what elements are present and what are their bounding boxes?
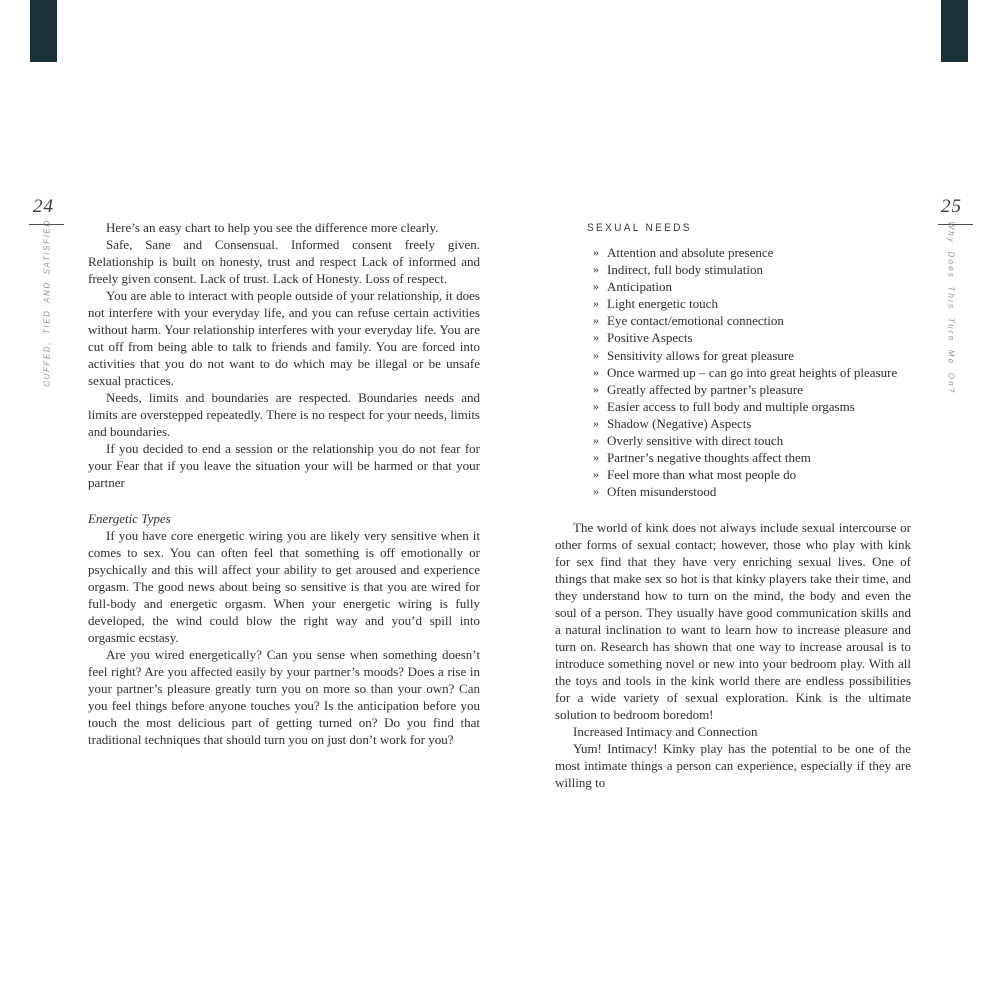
bullet-label: Positive Aspects xyxy=(607,330,693,346)
paragraph: If you have core energetic wiring you are likely very sensitive when it comes to sex. You can often feel that something is off emotionally or psychically and this will affect your ability to get aroused and experience orgasm. The good news about being so sensitive is that you are wired for full-body and energetic orgasm. When your energetic wiring is fully developed, the wind could blow the right way and you’d spill into orgasmic ecstasy. xyxy=(88,528,480,645)
paragraph: Needs, limits and boundaries are respected. Boundaries needs and limits are overstepped repeatedly. There is no respect for your needs, limits and boundaries. xyxy=(88,390,480,439)
bullet-item xyxy=(555,296,955,313)
bullet-label: Partner’s negative thoughts affect them xyxy=(607,450,811,466)
bullet-marker-icon: » xyxy=(593,484,599,499)
bullet-label: Often misunderstood xyxy=(607,484,717,500)
right-page-body xyxy=(555,519,911,791)
bullet-item xyxy=(555,365,955,382)
sidebar-chapter-title: Why Does This Turn Me On? xyxy=(946,221,956,395)
bullet-item xyxy=(555,313,955,330)
paragraph: Yum! Intimacy! Kinky play has the potential to be one of the most intimate things a person can experience, especially if they are willing to xyxy=(555,741,911,790)
bullet-item xyxy=(555,330,955,347)
bullet-label: Eye contact/emotional connection xyxy=(607,313,784,329)
sidebar-book-title: CUFFED, TIED AND SATISFIED xyxy=(42,219,52,387)
bullet-item xyxy=(555,262,955,279)
paragraph: The world of kink does not always include sexual intercourse or other forms of sexual contact; however, those who play with kink for sex find that they have very enriching sexual lives. One of things that make sex so hot is that kinky players take their time, and they understand how to turn on the mind, the body and even the soul of a person. They usually have good communication skills and a natural inclination to want to learn how to increase pleasure and turn on. Research has shown that one way to increase arousal is to introduce something novel or new into your bedroom play. With all the toys and tools in the kink world there are endless possibilities for a wide variety of sexual exploration. Kink is the ultimate solution to bedroom boredom! xyxy=(555,520,911,722)
bullet-label: Shadow (Negative) Aspects xyxy=(607,415,752,431)
bullet-item xyxy=(555,382,955,399)
bullet-item xyxy=(555,399,955,416)
bullet-item xyxy=(555,484,955,501)
section-header-sexual-needs: SEXUAL NEEDS xyxy=(587,222,692,234)
bullet-marker-icon: » xyxy=(593,347,599,362)
bullet-marker-icon: » xyxy=(593,415,599,430)
bullet-marker-icon: » xyxy=(593,398,599,413)
bullet-label: Easier access to full body and multiple orgasms xyxy=(607,398,855,414)
bullet-marker-icon: » xyxy=(593,279,599,294)
sexual-needs-bullet-list xyxy=(555,245,955,501)
bullet-label: Sensitivity allows for great pleasure xyxy=(607,347,795,363)
chapter-tab-left xyxy=(30,0,57,62)
bullet-marker-icon: » xyxy=(593,467,599,482)
bullet-label: Feel more than what most people do xyxy=(607,467,797,483)
paragraph: Safe, Sane and Consensual. Informed consent freely given. Relationship is built on honesty, trust and respect Lack of informed and freely given consent. Lack of trust. Lack of Honesty. Loss of respect. xyxy=(88,237,480,286)
chapter-tab-right xyxy=(941,0,968,62)
bullet-label: Anticipation xyxy=(607,279,672,295)
page-number-right: 25 xyxy=(941,196,962,217)
bullet-label: Indirect, full body stimulation xyxy=(607,262,763,278)
bullet-marker-icon: » xyxy=(593,245,599,259)
bullet-marker-icon: » xyxy=(593,262,599,277)
bullet-marker-icon: » xyxy=(593,313,599,328)
paragraph: Here’s an easy chart to help you see the difference more clearly. xyxy=(106,220,439,235)
bullet-item xyxy=(555,450,955,467)
paragraph: You are able to interact with people outside of your relationship, it does not interfere with your everyday life, and you can refuse certain activities without harm. Your relationship interferes with your everyday life. You are cut off from being able to talk to friends and family. You are forced into activities that you do not want to do which may be illegal or be unsafe sexual practices. xyxy=(88,288,480,388)
section-heading-energetic-types: Energetic Types xyxy=(88,511,171,526)
right-page-paragraphs xyxy=(555,519,911,791)
bullet-item xyxy=(555,416,955,433)
bullet-marker-icon: » xyxy=(593,450,599,465)
page-number-rule-right xyxy=(938,224,973,225)
paragraph: Increased Intimacy and Connection xyxy=(573,724,758,739)
bullet-label: Overly sensitive with direct touch xyxy=(607,433,784,449)
bullet-marker-icon: » xyxy=(593,296,599,311)
bullet-marker-icon: » xyxy=(593,330,599,345)
bullet-item xyxy=(555,245,955,262)
bullet-label: Greatly affected by partner’s pleasure xyxy=(607,381,803,397)
left-page-body xyxy=(88,219,480,748)
bullet-label: Light energetic touch xyxy=(607,296,718,312)
bullet-item xyxy=(555,348,955,365)
bullet-label: Once warmed up – can go into great heights of pleasure xyxy=(607,364,898,380)
left-page-paragraphs-after-heading xyxy=(88,527,480,748)
bullet-marker-icon: » xyxy=(593,433,599,448)
left-page-paragraphs xyxy=(88,219,480,491)
bullet-item xyxy=(555,467,955,484)
bullet-marker-icon: » xyxy=(593,381,599,396)
bullet-label: Attention and absolute presence xyxy=(607,245,774,260)
paragraph: If you decided to end a session or the relationship you do not fear for your Fear that if you leave the situation your will be harmed or that your partner xyxy=(88,441,480,490)
bullet-item xyxy=(555,279,955,296)
paragraph: Are you wired energetically? Can you sense when something doesn’t feel right? Are you affected easily by your partner’s moods? Does a rise in your partner’s pleasure greatly turn you on more so than your own? Can you feel things before anyone touches you? Is the anticipation before you touch the most delicious part of getting turned on? Do you find that traditional techniques that should turn you on just don’t work for you? xyxy=(88,647,480,747)
bullet-marker-icon: » xyxy=(593,364,599,379)
bullet-item xyxy=(555,433,955,450)
page-number-left: 24 xyxy=(33,196,54,217)
